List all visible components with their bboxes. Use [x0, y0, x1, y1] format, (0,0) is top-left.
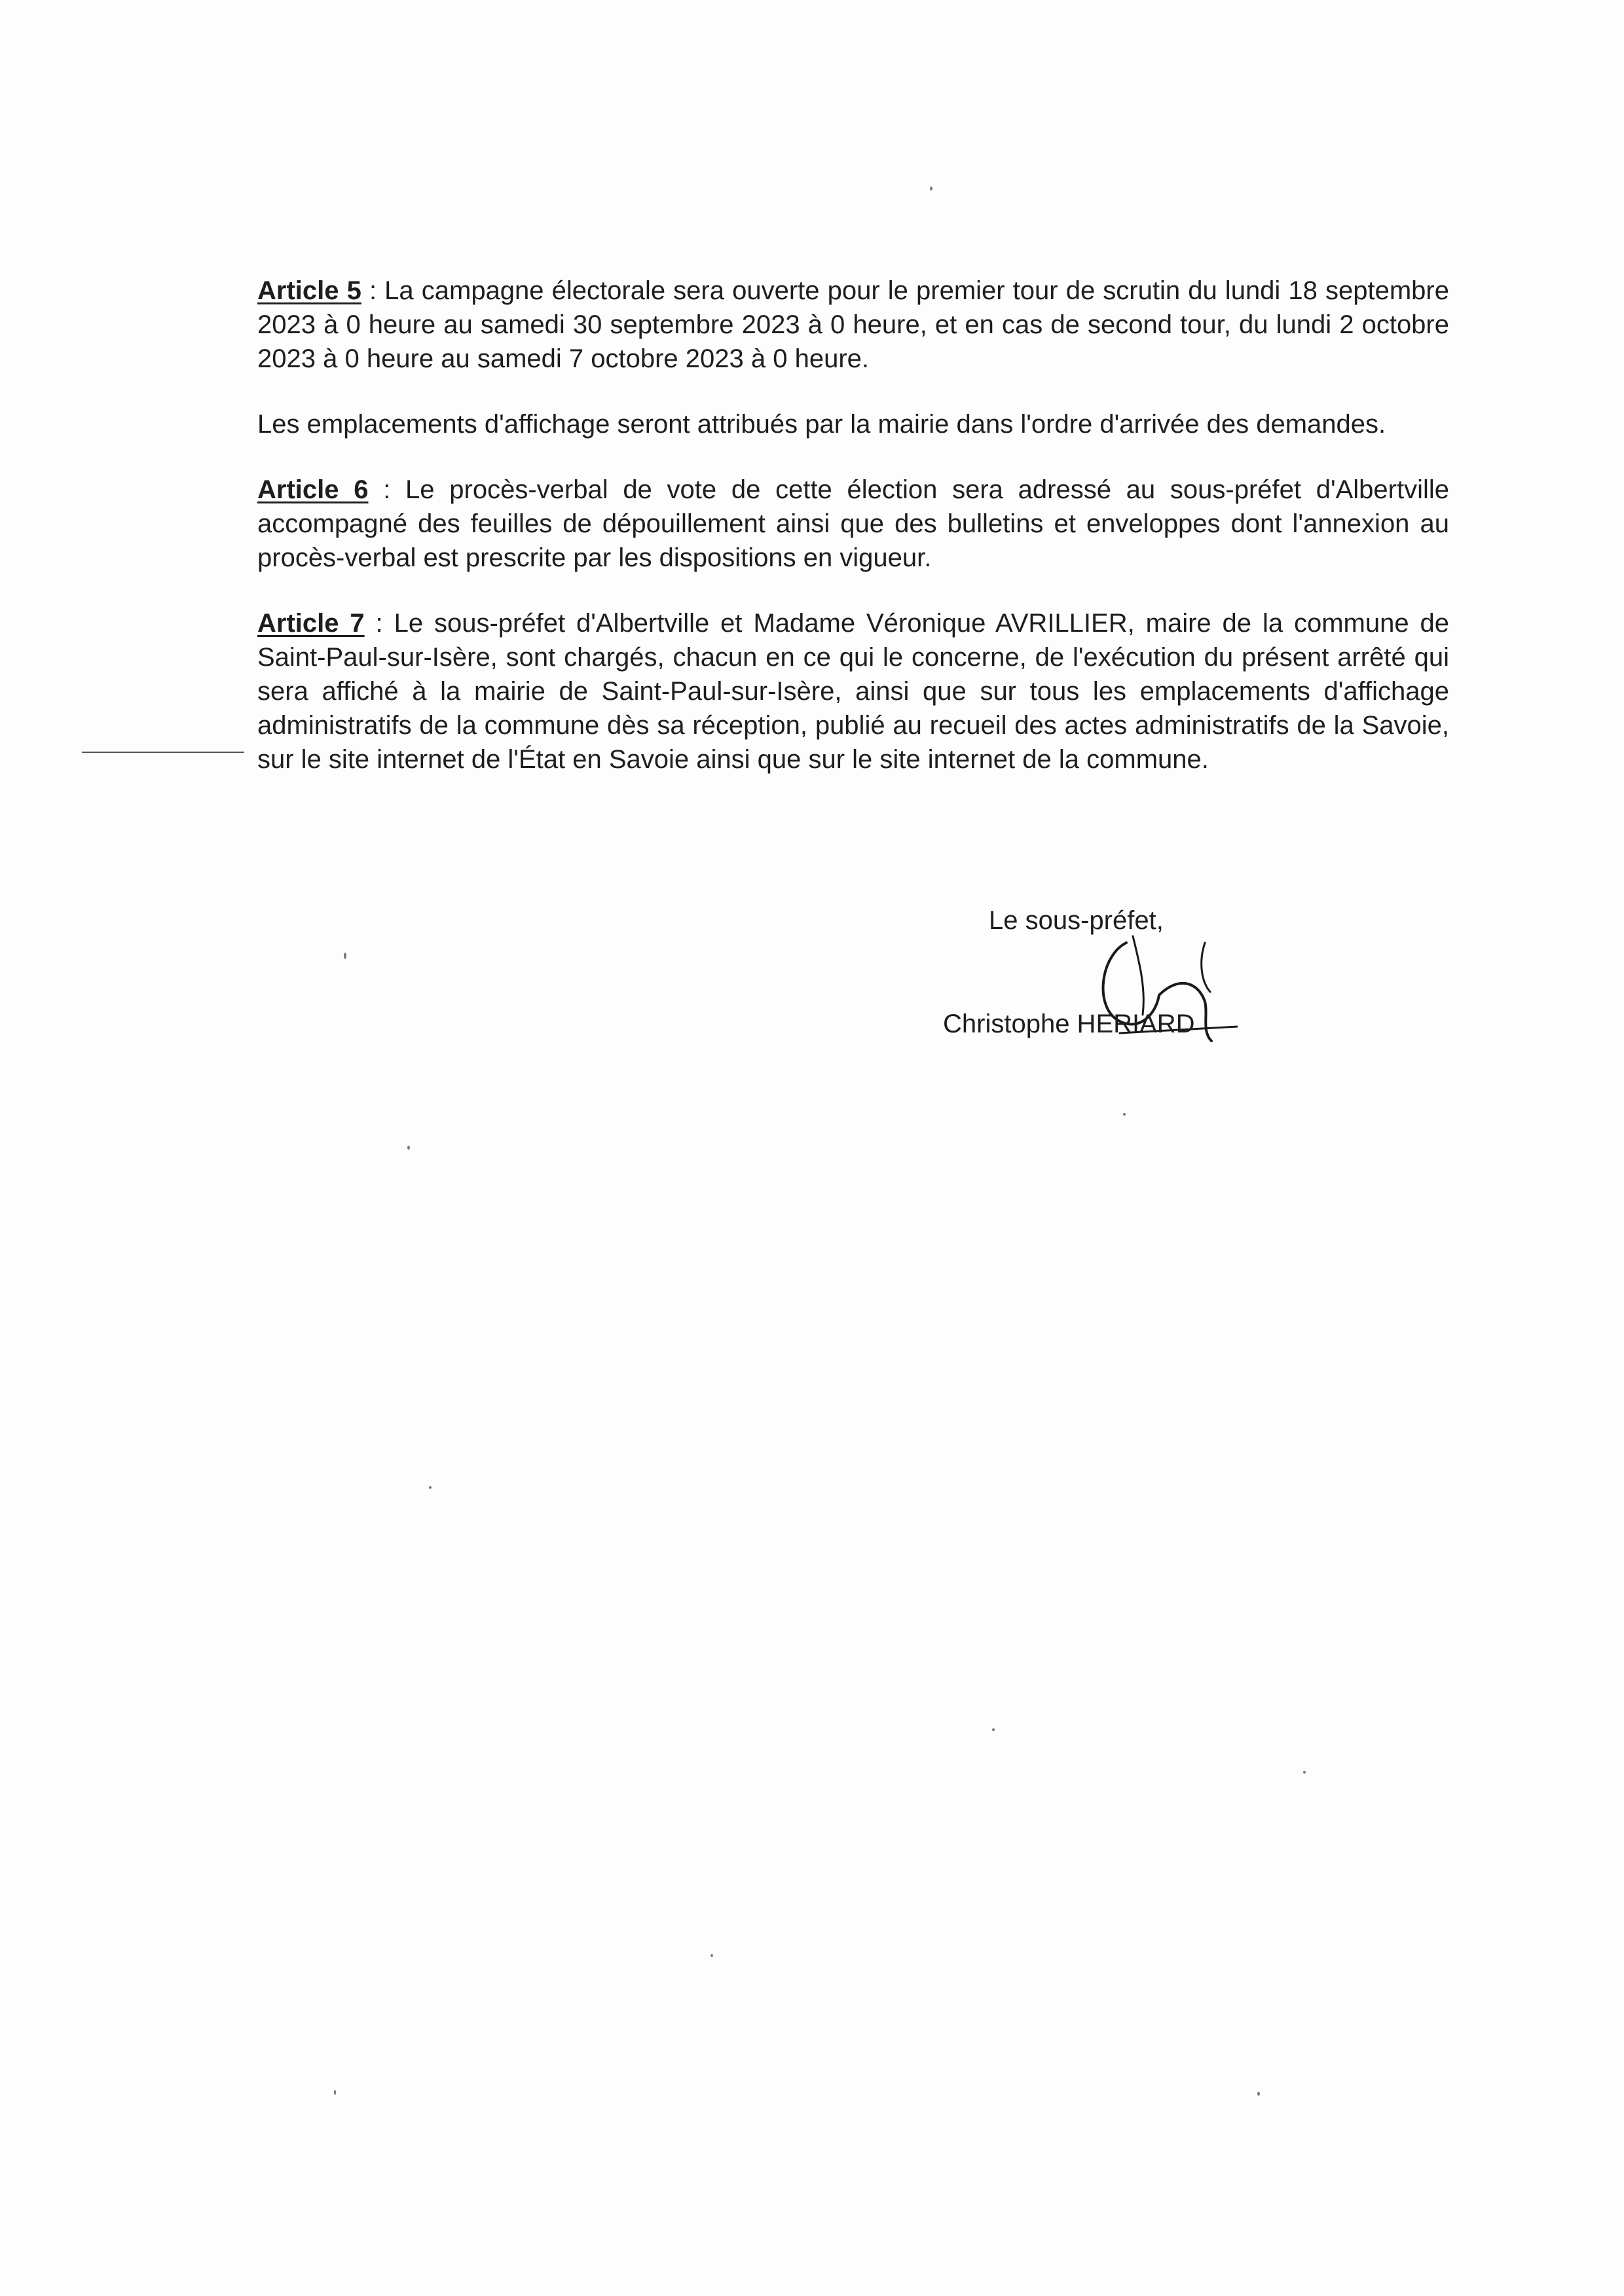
article-7-label: Article 7	[257, 609, 365, 638]
scan-speck	[930, 187, 932, 191]
article-7-separator: :	[364, 609, 394, 638]
article-5-text: La campagne électorale sera ouverte pour le premier tour de scrutin du lundi 18 septembre 2023 à 0 heure au samedi 30 septembre 2023 à 0 heure, et en cas de second tour, du lundi 2 octobre 2023 à 0 heure au samedi 7 octobre 2023 à 0 heure.	[257, 276, 1449, 373]
document-body	[257, 274, 1449, 808]
article-6-text: Le procès-verbal de vote de cette élection sera adressé au sous-préfet d'Albertville accompagné des feuilles de dépouillement ainsi que des bulletins et enveloppes dont l'annexion au procès-verbal est prescrite par les dispositions en vigueur.	[257, 475, 1450, 572]
signatory-title: Le sous-préfet,	[989, 906, 1164, 935]
scan-speck	[710, 1954, 713, 1957]
scan-speck	[1303, 1771, 1306, 1774]
article-5-separator: :	[361, 276, 385, 305]
article-7-paragraph	[257, 606, 1449, 776]
article-7-text: Le sous-préfet d'Albertville et Madame Véronique AVRILLIER, maire de la commune de Saint-Paul-sur-Isère, sont chargés, chacun en ce qui le concerne, de l'exécution du présent arrêté qui sera affiché à la mairie de Saint-Paul-sur-Isère, ainsi que sur tous les emplacements d'affichage administratifs de la commune dès sa réception, publié au recueil des actes administratifs de la Savoie, sur le site internet de l'État en Savoie ainsi que sur le site internet de la commune.	[257, 609, 1450, 774]
article-5-label: Article 5	[257, 276, 361, 305]
affichage-paragraph	[257, 407, 1449, 441]
affichage-text: Les emplacements d'affichage seront attribués par la mairie dans l'ordre d'arrivée des demandes.	[257, 410, 1386, 439]
scan-speck	[334, 2090, 336, 2095]
scan-speck	[1257, 2092, 1260, 2096]
margin-rule	[82, 752, 244, 753]
signatory-name: Christophe HERIARD	[943, 1010, 1195, 1038]
article-6-paragraph	[257, 473, 1449, 575]
scan-speck	[992, 1728, 995, 1731]
article-6-separator: :	[368, 475, 406, 504]
scan-speck	[1123, 1113, 1126, 1116]
scan-speck	[344, 953, 346, 959]
article-5-paragraph	[257, 274, 1449, 376]
article-6-label: Article 6	[257, 475, 369, 504]
scan-speck	[407, 1146, 410, 1150]
scan-speck	[429, 1486, 432, 1489]
